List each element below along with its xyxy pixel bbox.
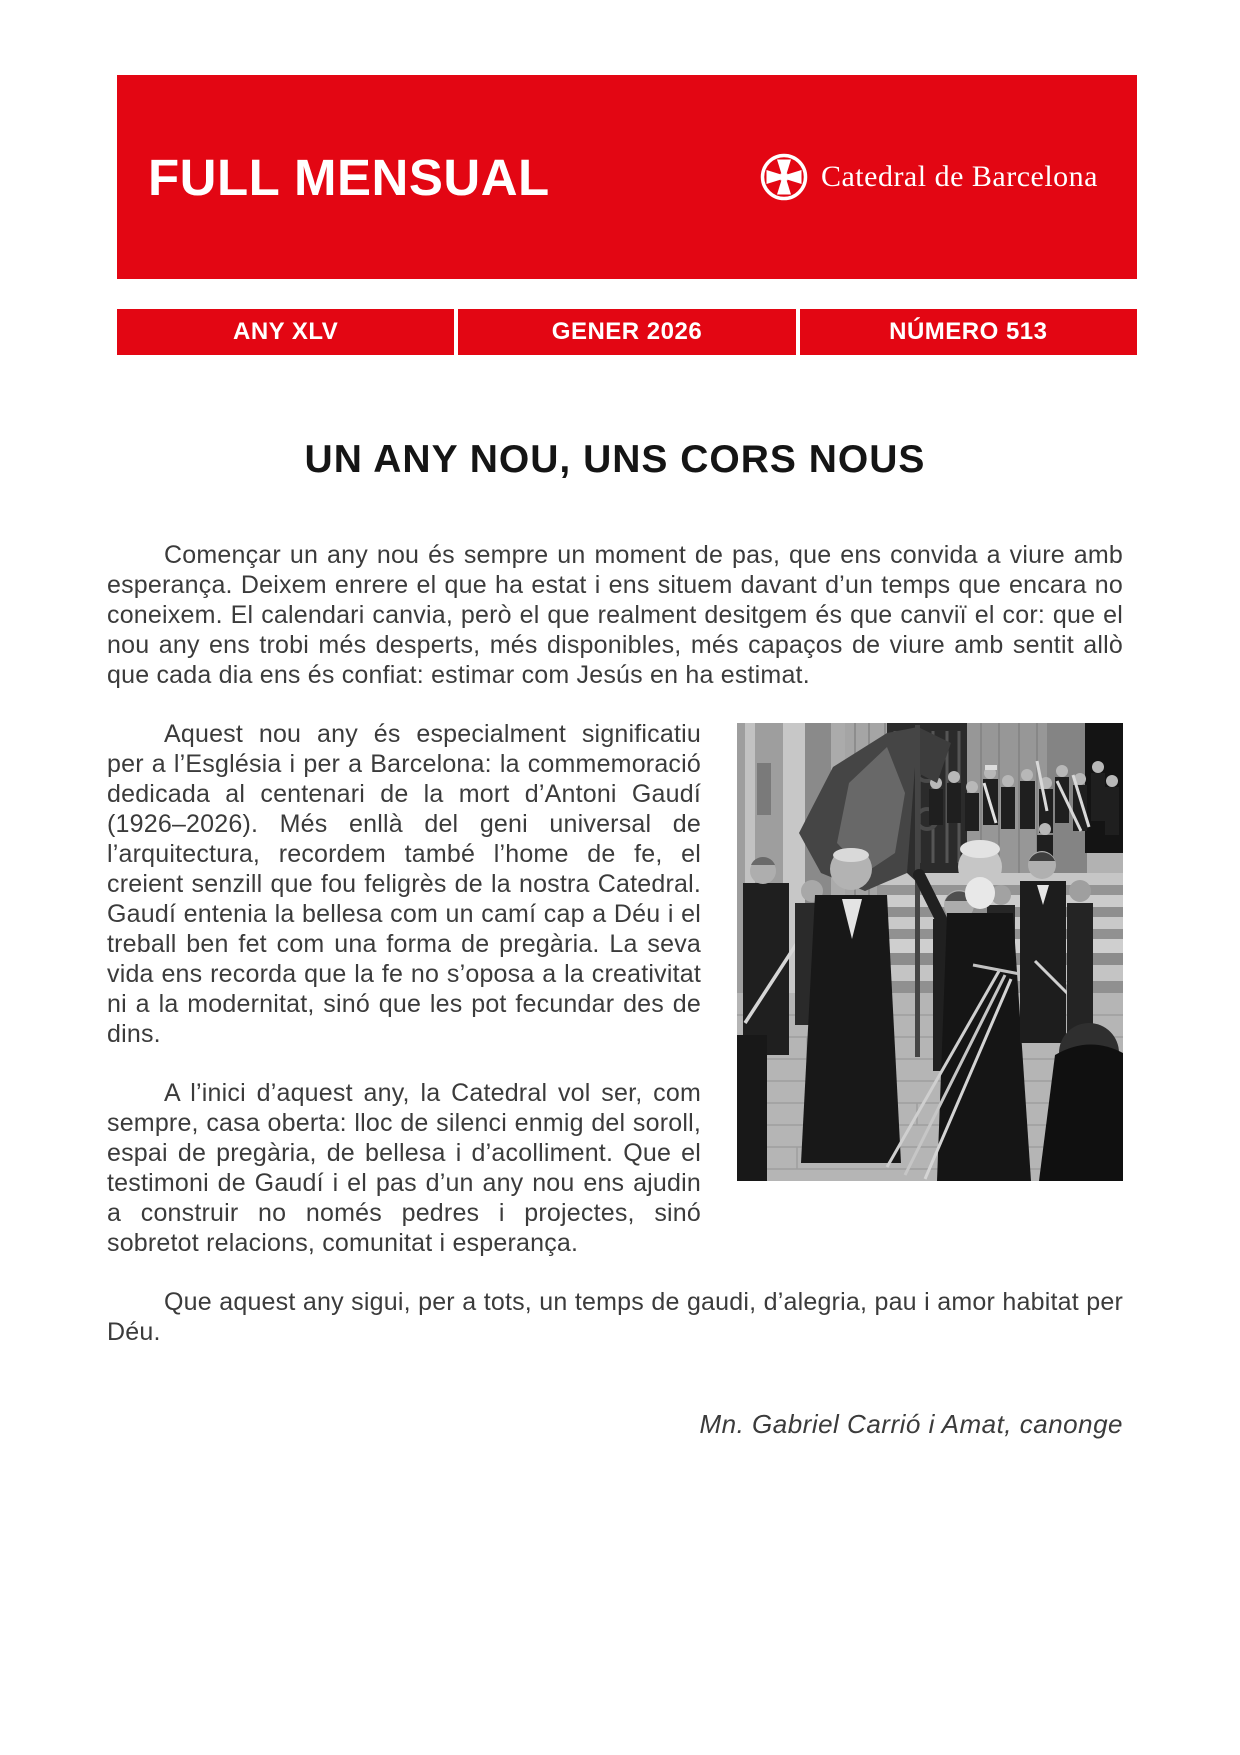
article	[107, 355, 1123, 1440]
masthead	[117, 75, 1137, 355]
article-title: UN ANY NOU, UNS CORS NOUS	[304, 438, 926, 481]
paragraph-1: Començar un any nou és sempre un moment de pas, que ens convida a viure amb esperança. Deixem enrere el que ha estat i ens situem davant d’un temps que encara no coneixem. El calendari canvia, però el que realment desitgem és que canviï el cor: que el nou any ens trobi més desperts, més disponibles, més capaços de viure amb sentit allò que cada dia ens és confiat: estimar com Jesús en ha estimat.	[107, 540, 1123, 689]
brand-name: Catedral de Barcelona	[820, 160, 1098, 193]
issue-month-cell: GENER 2026	[458, 309, 795, 355]
issue-info-bar	[117, 309, 1137, 355]
issue-year-cell: ANY XLV	[117, 309, 454, 355]
publication-title: FULL MENSUAL	[148, 148, 550, 206]
paragraph-3: A l’inici d’aquest any, la Catedral vol ser, com sempre, casa oberta: lloc de silenci enmig del soroll, espai de pregària, de bellesa i d’acolliment. Que el testimoni de Gaudí i el pas d’un any nou ens ajudin a construir no només pedres i projectes, sinó sobretot relacions, comunitat i esperança.	[107, 1078, 701, 1257]
masthead-banner	[117, 75, 1137, 279]
paragraph-2: Aquest nou any és especialment significatiu per a l’Església i per a Barcelona: la commemoració dedicada al centenari de la mort d’Antoni Gaudí (1926–2026). Més enllà del geni universal de l’arquitectura, recordem també l’home de fe, el creient senzill que fou feligrès de la nostra Catedral. Gaudí entenia la bellesa com un camí cap a Déu i el treball ben fet com una forma de pregària. La seva vida ens recorda que la fe no s’oposa a la creativitat ni a la modernitat, sinó que les pot fecundar des de dins.	[107, 719, 701, 1048]
paragraph-4: Que aquest any sigui, per a tots, un temps de gaudi, d’alegria, pau i amor habitat per Déu.	[107, 1287, 1123, 1346]
brand-group	[760, 153, 1098, 201]
historical-procession-photo	[737, 723, 1123, 1181]
issue-number-cell: NÚMERO 513	[800, 309, 1137, 355]
author-signature: Mn. Gabriel Carrió i Amat, canonge	[699, 1408, 1123, 1439]
cross-pattee-circle-icon	[760, 153, 808, 201]
